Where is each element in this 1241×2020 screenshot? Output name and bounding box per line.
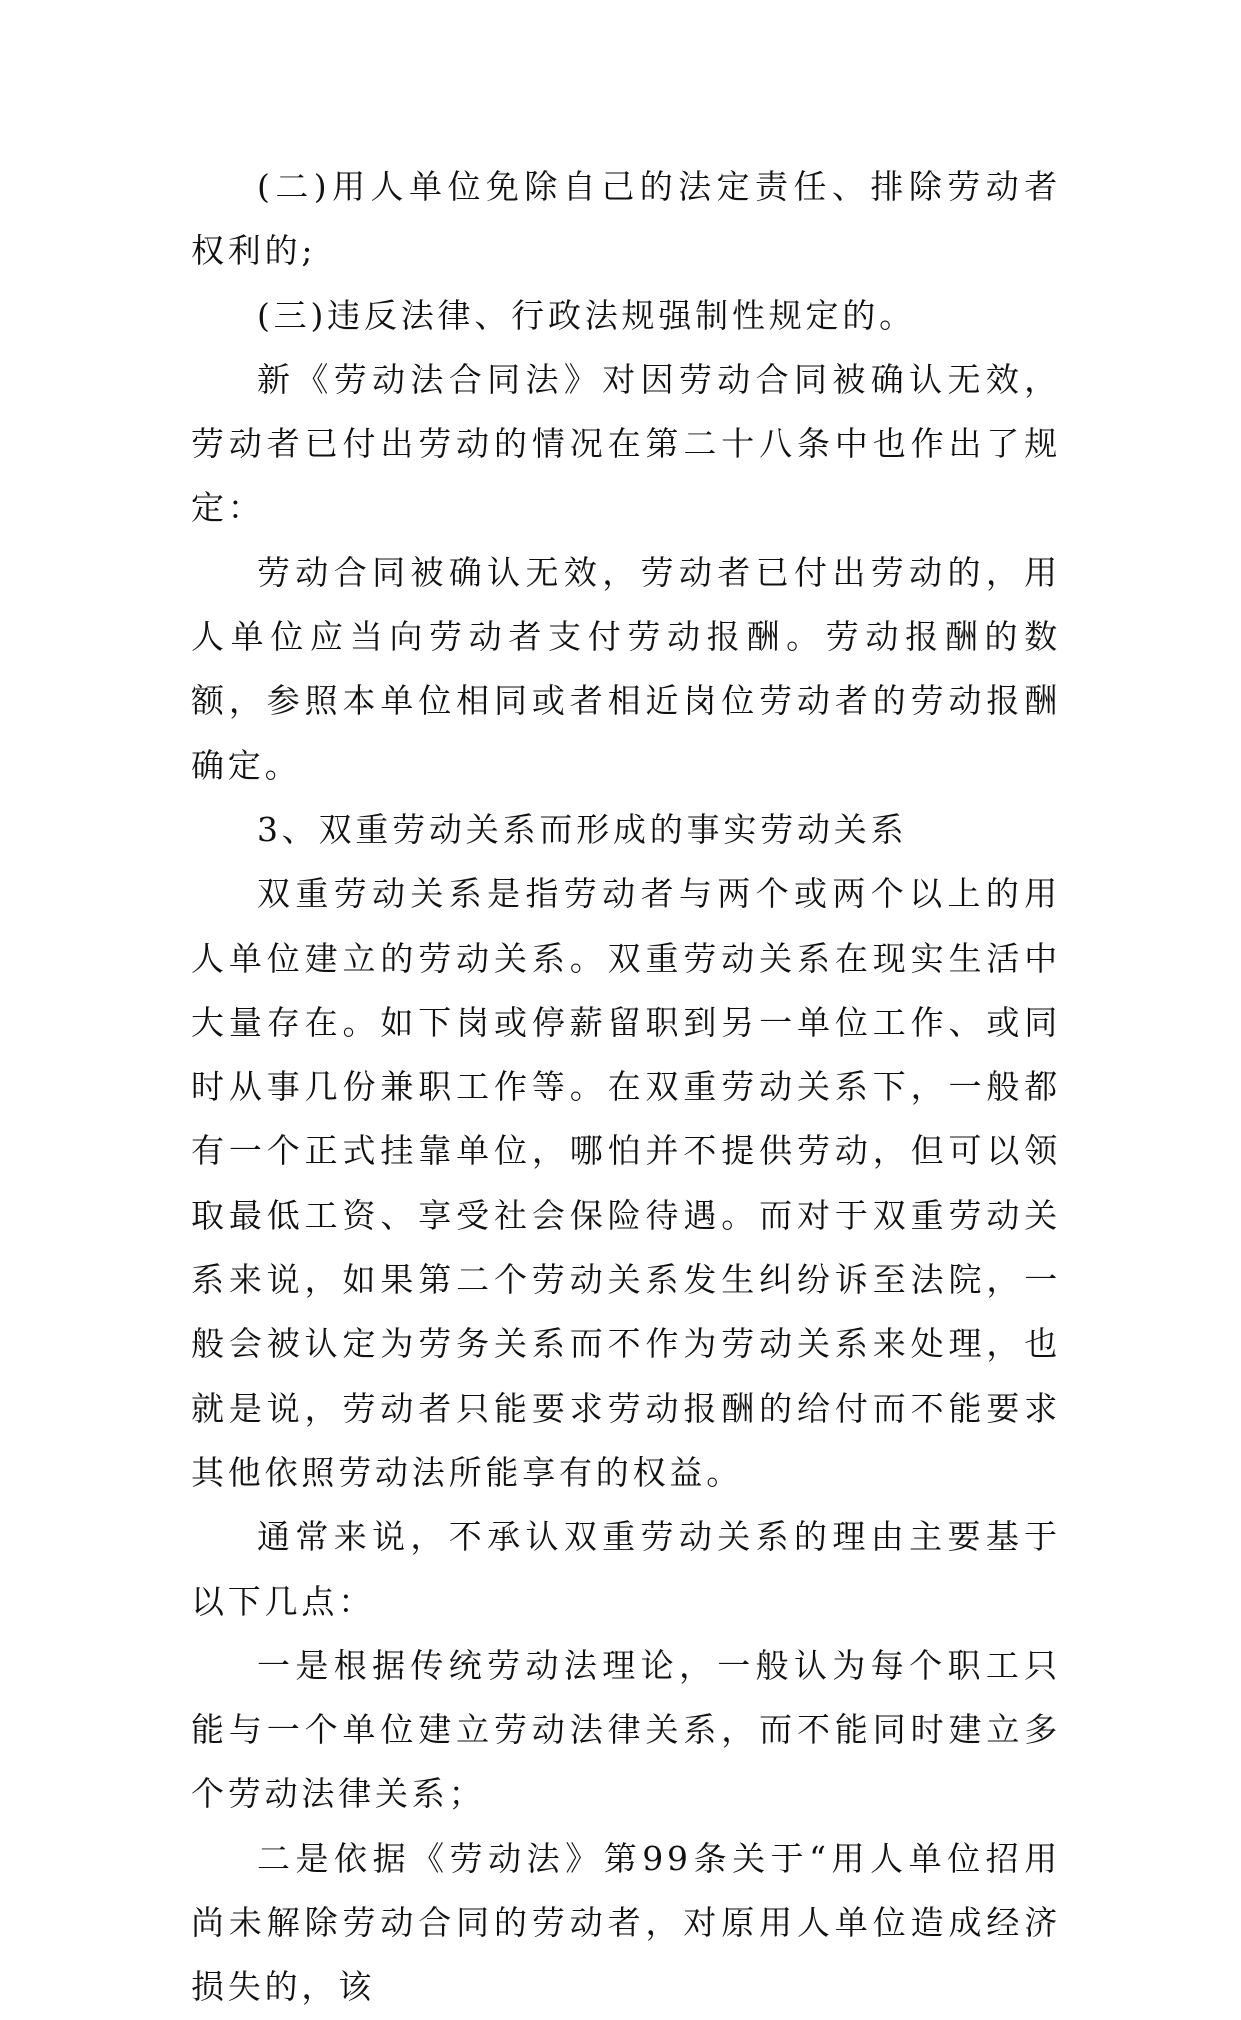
section-heading-dual-labor-relations: 3、双重劳动关系而形成的事实劳动关系 — [257, 809, 908, 849]
paragraph-reasons-intro: 通常来说，不承认双重劳动关系的理由主要基于以下几点： — [191, 1517, 1061, 1621]
paragraph-new-labor-contract-law: 新《劳动法合同法》对因劳动合同被确认无效，劳动者已付出劳动的情况在第二十八条中也作出了规定： — [191, 359, 1061, 528]
paragraph-reason-one: 一是根据传统劳动法理论，一般认为每个职工只能与一个单位建立劳动法律关系，而不能同时建立多个劳动法律关系； — [191, 1645, 1061, 1814]
paragraph-dual-labor-relations: 双重劳动关系是指劳动者与两个或两个以上的用人单位建立的劳动关系。双重劳动关系在现实生活中大量存在。如下岗或停薪留职到另一单位工作、或同时从事几份兼职工作等。在双重劳动关系下，一般都有一个正式挂靠单位，哪怕并不提供劳动，但可以领取最低工资、享受社会保险待遇。而对于双重劳动关系来说，如果第二个劳动关系发生纠纷诉至法院，一般会被认定为劳务关系而不作为劳动关系来处理，也就是说，劳动者只能要求劳动报酬的给付而不能要求其他依照劳动法所能享有的权益。 — [191, 874, 1061, 1492]
document-body — [191, 155, 1061, 2020]
paragraph-reason-two: 二是依据《劳动法》第99条关于“用人单位招用尚未解除劳动合同的劳动者，对原用人单位造成经济损失的，该 — [191, 1838, 1061, 2007]
paragraph-item-2: (二)用人单位免除自己的法定责任、排除劳动者权利的; — [191, 167, 1061, 271]
paragraph-invalid-contract-remuneration: 劳动合同被确认无效，劳动者已付出劳动的，用人单位应当向劳动者支付劳动报酬。劳动报酬的数额，参照本单位相同或者相近岗位劳动者的劳动报酬确定。 — [191, 552, 1061, 785]
paragraph-item-3: (三)违反法律、行政法规强制性规定的。 — [257, 295, 916, 335]
